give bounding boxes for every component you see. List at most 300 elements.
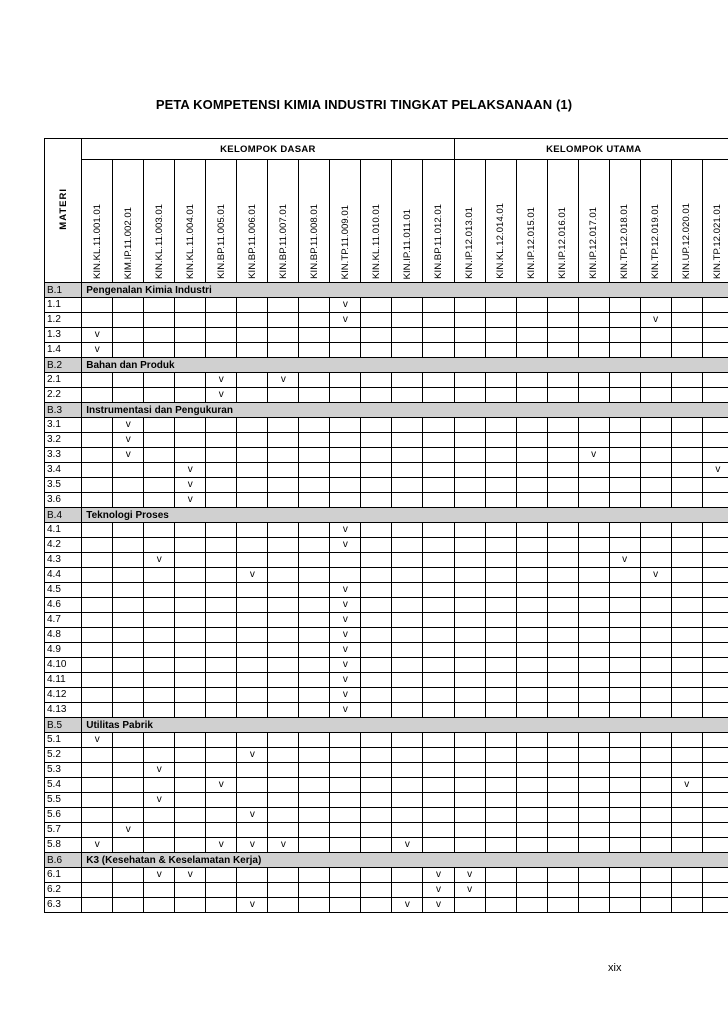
table-row — [45, 763, 728, 778]
empty-cell — [299, 688, 330, 703]
check-mark: v — [702, 463, 728, 478]
empty-cell — [578, 343, 609, 358]
empty-cell — [113, 733, 144, 748]
code-header-row — [45, 160, 728, 283]
empty-cell — [144, 898, 175, 913]
group-header-row — [45, 139, 728, 160]
column-code-header — [609, 160, 640, 283]
empty-cell — [609, 478, 640, 493]
column-code-header — [330, 160, 361, 283]
empty-cell — [609, 898, 640, 913]
empty-cell — [361, 808, 392, 823]
empty-cell — [268, 733, 299, 748]
column-code-header — [361, 160, 392, 283]
empty-cell — [330, 898, 361, 913]
empty-cell — [206, 643, 237, 658]
row-id: 4.11 — [45, 673, 82, 688]
empty-cell — [330, 883, 361, 898]
empty-cell — [640, 658, 671, 673]
empty-cell — [547, 328, 578, 343]
empty-cell — [640, 823, 671, 838]
empty-cell — [423, 448, 454, 463]
empty-cell — [82, 478, 113, 493]
empty-cell — [144, 493, 175, 508]
empty-cell — [671, 748, 702, 763]
check-mark: v — [113, 418, 144, 433]
column-code-header — [578, 160, 609, 283]
empty-cell — [82, 583, 113, 598]
empty-cell — [640, 793, 671, 808]
row-id: 5.2 — [45, 748, 82, 763]
empty-cell — [702, 823, 728, 838]
check-mark: v — [268, 373, 299, 388]
empty-cell — [547, 748, 578, 763]
empty-cell — [392, 388, 423, 403]
empty-cell — [423, 748, 454, 763]
empty-cell — [516, 793, 547, 808]
table-row — [45, 313, 728, 328]
empty-cell — [361, 298, 392, 313]
empty-cell — [485, 733, 516, 748]
column-code-header — [175, 160, 206, 283]
empty-cell — [330, 433, 361, 448]
empty-cell — [609, 343, 640, 358]
empty-cell — [392, 478, 423, 493]
empty-cell — [609, 388, 640, 403]
empty-cell — [702, 418, 728, 433]
empty-cell — [299, 328, 330, 343]
empty-cell — [423, 778, 454, 793]
row-id: 4.4 — [45, 568, 82, 583]
empty-cell — [206, 598, 237, 613]
empty-cell — [702, 838, 728, 853]
empty-cell — [485, 673, 516, 688]
empty-cell — [640, 388, 671, 403]
empty-cell — [206, 463, 237, 478]
row-id: 5.5 — [45, 793, 82, 808]
empty-cell — [206, 688, 237, 703]
empty-cell — [423, 628, 454, 643]
empty-cell — [392, 793, 423, 808]
empty-cell — [702, 343, 728, 358]
empty-cell — [454, 703, 485, 718]
empty-cell — [82, 598, 113, 613]
empty-cell — [175, 883, 206, 898]
empty-cell — [485, 898, 516, 913]
empty-cell — [640, 298, 671, 313]
empty-cell — [702, 298, 728, 313]
page-number: xix — [608, 962, 622, 974]
empty-cell — [423, 688, 454, 703]
empty-cell — [392, 328, 423, 343]
empty-cell — [144, 598, 175, 613]
empty-cell — [485, 703, 516, 718]
column-code-label: KIN.KL.11.010.01 — [370, 203, 382, 279]
empty-cell — [392, 298, 423, 313]
empty-cell — [113, 343, 144, 358]
table-row — [45, 493, 728, 508]
empty-cell — [361, 838, 392, 853]
empty-cell — [392, 418, 423, 433]
row-id: 3.3 — [45, 448, 82, 463]
empty-cell — [175, 328, 206, 343]
column-code-label: KIM.IP.11.002.01 — [122, 206, 134, 279]
empty-cell — [702, 613, 728, 628]
column-code-label: KIN.IP.12.016.01 — [557, 207, 569, 279]
row-id: 5.4 — [45, 778, 82, 793]
empty-cell — [175, 898, 206, 913]
row-id: 4.7 — [45, 613, 82, 628]
empty-cell — [485, 478, 516, 493]
empty-cell — [299, 463, 330, 478]
table-row — [45, 433, 728, 448]
empty-cell — [423, 583, 454, 598]
empty-cell — [702, 583, 728, 598]
empty-cell — [392, 583, 423, 598]
row-id: 1.3 — [45, 328, 82, 343]
empty-cell — [82, 628, 113, 643]
empty-cell — [516, 703, 547, 718]
empty-cell — [578, 808, 609, 823]
empty-cell — [671, 658, 702, 673]
empty-cell — [578, 778, 609, 793]
empty-cell — [485, 808, 516, 823]
empty-cell — [702, 493, 728, 508]
empty-cell — [485, 643, 516, 658]
empty-cell — [516, 643, 547, 658]
empty-cell — [516, 298, 547, 313]
empty-cell — [609, 748, 640, 763]
empty-cell — [578, 823, 609, 838]
empty-cell — [330, 733, 361, 748]
empty-cell — [361, 628, 392, 643]
empty-cell — [392, 613, 423, 628]
page-title: PETA KOMPETENSI KIMIA INDUSTRI TINGKAT PELAKSANAAN (1) — [155, 97, 573, 112]
check-mark: v — [113, 448, 144, 463]
empty-cell — [144, 343, 175, 358]
empty-cell — [206, 808, 237, 823]
check-mark: v — [454, 868, 485, 883]
check-mark: v — [330, 688, 361, 703]
empty-cell — [516, 628, 547, 643]
empty-cell — [392, 523, 423, 538]
empty-cell — [516, 448, 547, 463]
empty-cell — [609, 583, 640, 598]
empty-cell — [547, 418, 578, 433]
empty-cell — [423, 823, 454, 838]
empty-cell — [516, 613, 547, 628]
empty-cell — [392, 808, 423, 823]
empty-cell — [206, 613, 237, 628]
check-mark: v — [330, 643, 361, 658]
check-mark: v — [330, 598, 361, 613]
empty-cell — [206, 523, 237, 538]
empty-cell — [299, 553, 330, 568]
empty-cell — [268, 703, 299, 718]
empty-cell — [609, 418, 640, 433]
empty-cell — [144, 613, 175, 628]
empty-cell — [454, 658, 485, 673]
empty-cell — [82, 493, 113, 508]
empty-cell — [330, 808, 361, 823]
column-code-header — [671, 160, 702, 283]
empty-cell — [361, 643, 392, 658]
empty-cell — [640, 613, 671, 628]
empty-cell — [206, 658, 237, 673]
empty-cell — [423, 343, 454, 358]
column-code-header — [113, 160, 144, 283]
empty-cell — [392, 868, 423, 883]
empty-cell — [299, 343, 330, 358]
empty-cell — [609, 658, 640, 673]
empty-cell — [144, 523, 175, 538]
empty-cell — [113, 808, 144, 823]
section-row — [45, 508, 728, 523]
empty-cell — [578, 568, 609, 583]
empty-cell — [516, 808, 547, 823]
empty-cell — [547, 898, 578, 913]
empty-cell — [113, 793, 144, 808]
empty-cell — [702, 568, 728, 583]
empty-cell — [516, 418, 547, 433]
empty-cell — [175, 553, 206, 568]
empty-cell — [299, 898, 330, 913]
empty-cell — [640, 868, 671, 883]
empty-cell — [671, 388, 702, 403]
empty-cell — [609, 298, 640, 313]
empty-cell — [454, 688, 485, 703]
empty-cell — [144, 298, 175, 313]
empty-cell — [547, 433, 578, 448]
empty-cell — [237, 823, 268, 838]
empty-cell — [268, 613, 299, 628]
table-row — [45, 448, 728, 463]
empty-cell — [671, 643, 702, 658]
empty-cell — [454, 493, 485, 508]
empty-cell — [82, 808, 113, 823]
empty-cell — [702, 808, 728, 823]
empty-cell — [268, 523, 299, 538]
row-id: 5.8 — [45, 838, 82, 853]
empty-cell — [516, 763, 547, 778]
empty-cell — [423, 418, 454, 433]
row-id: 4.3 — [45, 553, 82, 568]
empty-cell — [671, 688, 702, 703]
empty-cell — [82, 373, 113, 388]
empty-cell — [268, 823, 299, 838]
check-mark: v — [144, 553, 175, 568]
empty-cell — [609, 733, 640, 748]
empty-cell — [702, 553, 728, 568]
section-name: K3 (Kesehatan & Keselamatan Kerja) — [82, 853, 728, 868]
empty-cell — [578, 883, 609, 898]
empty-cell — [299, 823, 330, 838]
empty-cell — [547, 868, 578, 883]
empty-cell — [330, 553, 361, 568]
empty-cell — [206, 553, 237, 568]
empty-cell — [609, 823, 640, 838]
empty-cell — [640, 418, 671, 433]
empty-cell — [299, 538, 330, 553]
empty-cell — [671, 298, 702, 313]
empty-cell — [640, 583, 671, 598]
empty-cell — [516, 553, 547, 568]
empty-cell — [392, 433, 423, 448]
empty-cell — [268, 883, 299, 898]
empty-cell — [423, 553, 454, 568]
empty-cell — [702, 898, 728, 913]
empty-cell — [268, 898, 299, 913]
empty-cell — [175, 598, 206, 613]
check-mark: v — [82, 343, 113, 358]
empty-cell — [113, 523, 144, 538]
empty-cell — [671, 883, 702, 898]
empty-cell — [578, 688, 609, 703]
row-id: 3.6 — [45, 493, 82, 508]
empty-cell — [144, 328, 175, 343]
empty-cell — [702, 478, 728, 493]
empty-cell — [516, 583, 547, 598]
empty-cell — [392, 448, 423, 463]
empty-cell — [175, 643, 206, 658]
empty-cell — [454, 463, 485, 478]
empty-cell — [423, 838, 454, 853]
empty-cell — [175, 793, 206, 808]
column-code-label: KIN.BP.11.008.01 — [308, 204, 320, 279]
empty-cell — [609, 523, 640, 538]
check-mark: v — [578, 448, 609, 463]
empty-cell — [330, 463, 361, 478]
empty-cell — [578, 298, 609, 313]
empty-cell — [702, 793, 728, 808]
empty-cell — [144, 883, 175, 898]
section-name: Instrumentasi dan Pengukuran — [82, 403, 728, 418]
empty-cell — [485, 463, 516, 478]
empty-cell — [237, 703, 268, 718]
empty-cell — [175, 343, 206, 358]
materi-label: MATERI — [57, 188, 69, 230]
empty-cell — [609, 808, 640, 823]
empty-cell — [578, 598, 609, 613]
empty-cell — [237, 298, 268, 313]
empty-cell — [175, 313, 206, 328]
empty-cell — [144, 313, 175, 328]
empty-cell — [454, 793, 485, 808]
table-row — [45, 598, 728, 613]
table-row — [45, 523, 728, 538]
check-mark: v — [423, 898, 454, 913]
empty-cell — [113, 703, 144, 718]
empty-cell — [206, 493, 237, 508]
empty-cell — [237, 673, 268, 688]
empty-cell — [702, 883, 728, 898]
row-id: 4.8 — [45, 628, 82, 643]
empty-cell — [144, 463, 175, 478]
empty-cell — [206, 703, 237, 718]
empty-cell — [516, 868, 547, 883]
empty-cell — [144, 478, 175, 493]
empty-cell — [330, 748, 361, 763]
empty-cell — [392, 643, 423, 658]
table-row — [45, 793, 728, 808]
check-mark: v — [640, 568, 671, 583]
empty-cell — [640, 673, 671, 688]
empty-cell — [454, 298, 485, 313]
empty-cell — [423, 658, 454, 673]
section-id: B.6 — [45, 853, 82, 868]
check-mark: v — [206, 778, 237, 793]
empty-cell — [640, 643, 671, 658]
empty-cell — [206, 733, 237, 748]
empty-cell — [361, 538, 392, 553]
empty-cell — [82, 568, 113, 583]
empty-cell — [454, 643, 485, 658]
empty-cell — [640, 373, 671, 388]
section-id: B.2 — [45, 358, 82, 373]
empty-cell — [485, 613, 516, 628]
empty-cell — [547, 493, 578, 508]
empty-cell — [702, 598, 728, 613]
check-mark: v — [268, 838, 299, 853]
empty-cell — [516, 373, 547, 388]
empty-cell — [423, 673, 454, 688]
row-id: 1.2 — [45, 313, 82, 328]
empty-cell — [82, 763, 113, 778]
empty-cell — [485, 868, 516, 883]
empty-cell — [485, 343, 516, 358]
empty-cell — [485, 433, 516, 448]
empty-cell — [578, 748, 609, 763]
empty-cell — [392, 658, 423, 673]
empty-cell — [609, 463, 640, 478]
empty-cell — [82, 823, 113, 838]
empty-cell — [268, 343, 299, 358]
empty-cell — [578, 538, 609, 553]
empty-cell — [423, 313, 454, 328]
check-mark: v — [144, 763, 175, 778]
column-code-header — [640, 160, 671, 283]
empty-cell — [237, 763, 268, 778]
empty-cell — [82, 553, 113, 568]
section-name: Teknologi Proses — [82, 508, 728, 523]
empty-cell — [423, 523, 454, 538]
empty-cell — [485, 793, 516, 808]
empty-cell — [113, 688, 144, 703]
empty-cell — [82, 448, 113, 463]
column-code-label: KIN.BP.11.012.01 — [432, 204, 444, 279]
empty-cell — [268, 568, 299, 583]
check-mark: v — [330, 658, 361, 673]
empty-cell — [206, 793, 237, 808]
empty-cell — [671, 433, 702, 448]
empty-cell — [237, 688, 268, 703]
empty-cell — [640, 478, 671, 493]
table-row — [45, 628, 728, 643]
empty-cell — [547, 553, 578, 568]
empty-cell — [578, 673, 609, 688]
column-code-header — [516, 160, 547, 283]
table-row — [45, 868, 728, 883]
empty-cell — [671, 538, 702, 553]
empty-cell — [268, 673, 299, 688]
empty-cell — [485, 538, 516, 553]
table-row — [45, 703, 728, 718]
empty-cell — [299, 298, 330, 313]
check-mark: v — [330, 703, 361, 718]
empty-cell — [144, 568, 175, 583]
empty-cell — [454, 733, 485, 748]
row-id: 3.4 — [45, 463, 82, 478]
